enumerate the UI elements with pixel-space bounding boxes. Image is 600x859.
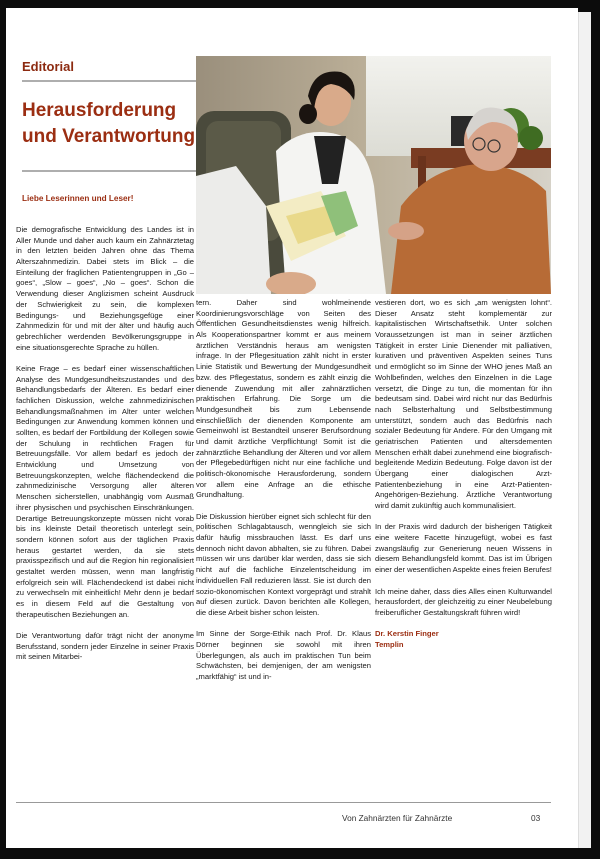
paragraph: Ich meine daher, dass dies Alles einen Kulturwandel herausfordert, der gleichzeitig zu einer Neubelebung freiberuflicher Gestaltungskraft führen wird! [375,586,552,617]
author-location: Templin [375,639,404,649]
paragraph: vestieren dort, wo es sich „am wenigsten lohnt“. Dieser Ansatz steht komplementär zur kapitalistischen Wirtschaftsethik. Unter solchen Voraussetzungen ist man in seiner ärztlichen Tätigkeit in erster Linie Dienender mit palliativen, kurativen und präventiven Aspekten seines Tuns und ermöglicht so im Sinne der WHO jenes Maß an Wohlbefinden, welches den Einzelnen in die Lage versetzt, die Dinge zu tun, die momentan für ihn bedeutsam sind. Dabei wird nicht nur das Bedürfnis nach Selbsterhaltung und Selbstbestimmung unterstützt, sondern auch das Bedürfnis nach sozialer Bedeutung für Andere. Für den Umgang mit geriatrischen Patienten und altersdementen Menschen erhält dabei zunehmend eine biografisch-begleitende Medizin Bedeutung. Folge davon ist der Übergang einer dialogischen Arzt-Patientenbeziehung in eine Arzt-Patienten-Angehörigen-Beziehung. Ärztliche Verantwortung wird damit zukünftig auch kommunalisiert. [375,298,552,511]
author-signature [375,629,552,650]
page-edge [578,12,591,848]
paragraph: Keine Frage – es bedarf einer wissenschaftlichen Analyse des Mundgesundheitszustandes und des Behandlungsbedarfs der Älteren. Es bedarf einer fachlichen Diskussion, welche zahnmedizinischen Behandlungsmaßnahmen im Alter unter welchen Bedingungen zur Anwendung kommen können und sollten, es bedarf der Fortbildung der Kollegen sowie der Schulung in rechtlichen Fragen für Betreuungsfälle. Vor allem bedarf es jedoch der Entwicklung und Umsetzung von Betreuungskonzepten, welche flächendeckend die zahnmedizinische Versorgung aller älteren Menschen sicherstellen, unabhängig vom Ausmaß ihrer physischen und psychischen Einschränkungen. Derartige Betreuungskonzepte müssen nicht vorab bis ins kleinste Detail theoretisch unterlegt sein, sondern können sofort aus der täglichen Praxis heraus gestartet werden, da sie stets praxisspezifisch und auf die Region hin regionalisiert gestaltet werden müssen, wenn man langfristig erfolgreich sein will. Flächendeckend ist dabei nicht zu verwechseln mit einheitlich! Mehr denn je bedarf es in diesem Feld auf die Gestaltung von therapeutischen Beziehungen an. [16,363,194,619]
footer-rule [16,802,551,803]
page-number: 03 [531,813,541,823]
title-line-1: Herausforderung [22,100,177,121]
title-rule [22,170,200,172]
section-rule [22,80,200,82]
paragraph: Im Sinne der Sorge-Ethik nach Prof. Dr. Klaus Dörner beginnen sie sowohl mit ihren Überlegungen, als auch im praktischen Tun beim Schwächsten, bei demjenigen, der am wenigsten „marktfähig“ ist und in- [196,629,371,682]
footer-tagline: Von Zahnärzten für Zahnärzte [342,813,453,823]
paragraph: Die Verantwortung dafür trägt nicht der anonyme Berufsstand, sondern jeder Einzelne in seiner Praxis mit seinen Mitarbei- [16,631,194,662]
salutation: Liebe Leserinnen und Leser! [22,194,134,203]
page-title [22,98,202,150]
paragraph: Die demografische Entwicklung des Landes ist in Aller Munde und daher auch kaum ein Zahnärztetag in den letzten beiden Jahren ohne das Thema Alterszahnmedizin. Dabei stets im Blick – die Einteilung der fraglichen Patientengruppen in „Go – goes“, „Slow – goes“, „No – goes“. Schon die Verwendung dieser Anglizismen scheint Ausdruck der Schwierigkeit zu sein, die komplexen Bedingungs- und Beziehungsgefüge einer Zahnmedizin für und mit der älter und häufig auch gebrechlicher werdenden Bevölkerungsgruppe in eine situationsgerechte Sprache zu hüllen. [16,225,194,352]
paragraph: In der Praxis wird dadurch der bisherigen Tätigkeit eine weitere Facette hinzugefügt, wobei es fast zwangsläufig zur Generierung neuen Wissens in diesem Behandlungsfeld kommt. Das ist im Übrigen einer der wesentlichen Aspekte eines freien Berufes! [375,522,552,575]
paragraph: Die Diskussion hierüber eignet sich schlecht für den politischen Schlagabtausch, wenngleich sie sich dafür häufig missbrauchen lässt. Es darf uns dennoch nicht davon abhalten, sie zu führen. Dabei müssen wir uns darüber klar werden, dass sie sich nicht auf die fachliche Einzelentscheidung im individuellen Fall reduzieren lässt. Sie ist durch den sozio-ökonomischen Kontext vorgeprägt und strahlt auf diesen zurück. Davon berichten alle Kollegen, die diese Arbeit bisher schon leisten. [196,511,371,617]
author-name: Dr. Kerstin Finger [375,629,439,639]
section-label: Editorial [22,59,75,74]
photo-dentist-with-patient [196,56,551,294]
title-line-2: und Verantwortung [22,126,196,147]
paragraph: tern. Daher sind wohlmeinende Koordinierungsvorschläge von Seiten des Öffentlichen Gesundheitsdienstes wenig hilfreich. Als Kooperationspartner kommt er aus meinem ärztlichen Verständnis heraus am wenigsten infrage. In der Pflegesituation zählt nicht in erster Linie Statistik und Bewertung der Mundgesundheit bzw. des Pflegestatus, sondern es zählt einzig die dienende Zuwendung mit aller zahnärztlichen praktischen Erfahrung. Die Sorge um die Mundgesundheit bis zum Lebensende einschließlich der dienenden Komponente am Gemeinwohl ist Bestandteil unserer Berufsordnung und damit ärztliche Verpflichtung! Somit ist die zahnärztliche Behandlung der Älteren und vor allem der Pflegebedürftigen nicht nur eine fachliche und politisch-ökonomische Herausforderung, sondern vor allem eine Anfrage an die ethische Grundhaltung. [196,298,371,500]
text-column-3 [375,298,552,651]
text-column-2 [196,298,371,683]
text-column-1 [16,225,194,663]
